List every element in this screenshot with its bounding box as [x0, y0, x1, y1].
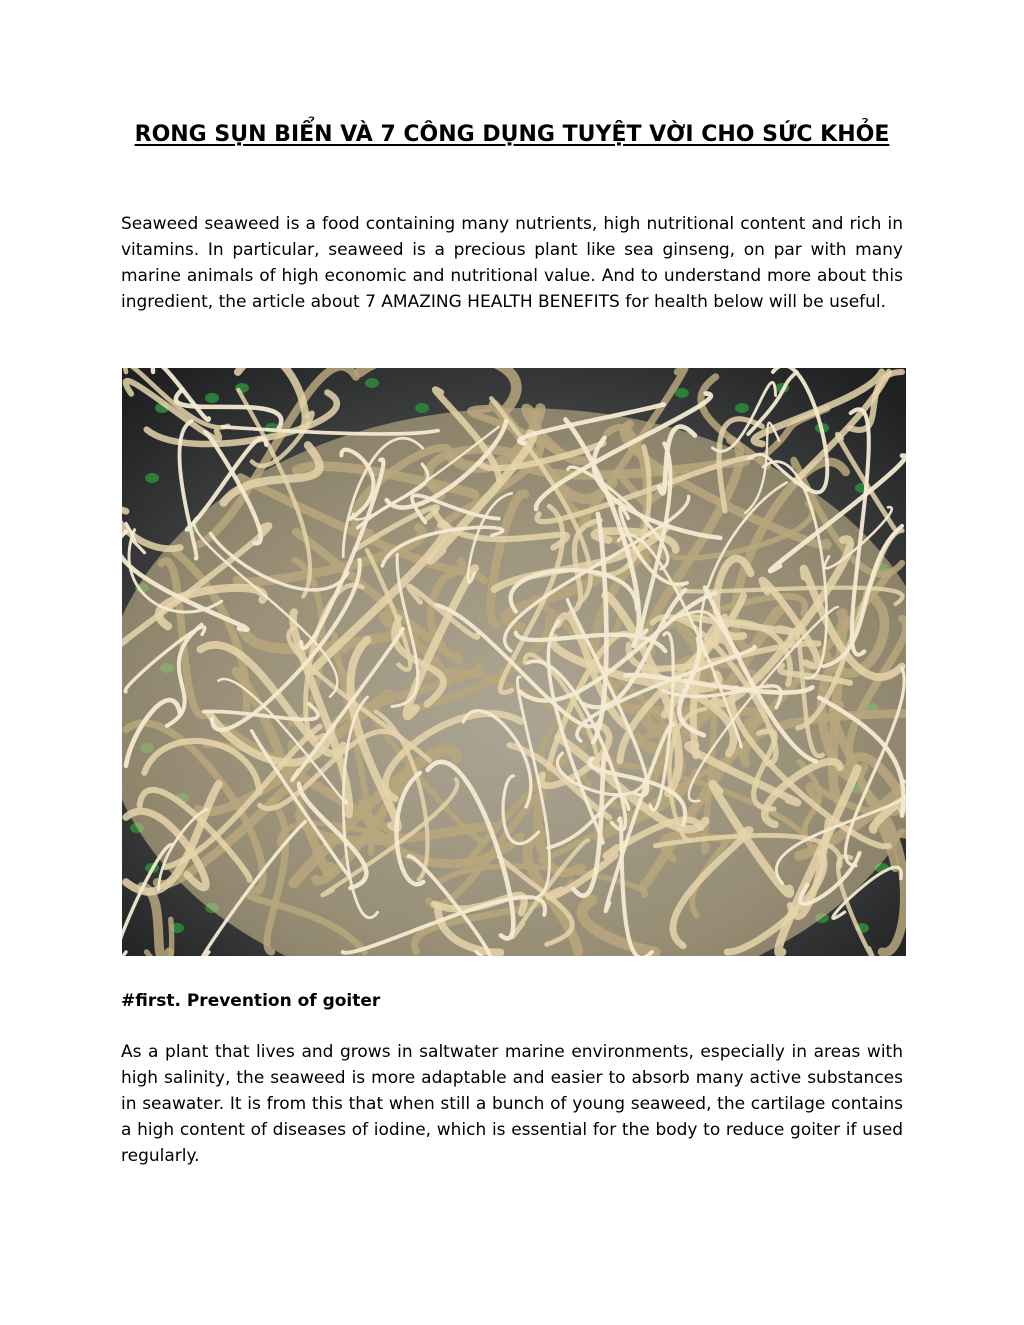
intro-paragraph: Seaweed seaweed is a food containing many nutrients, high nutritional content and rich in vitamins. In particular, seaweed is a precious plant like sea ginseng, on par with many marine animals of high economic and nutritional value. And to understand more about this ingredient, the article about 7 AMAZING HEALTH BENEFITS for health below will be useful.: [121, 214, 903, 312]
colander-hole: [205, 393, 219, 403]
colander-hole: [145, 473, 159, 483]
seaweed-illustration: [122, 368, 906, 956]
colander-hole: [415, 403, 429, 413]
seaweed-photo: [122, 368, 906, 956]
colander-hole: [365, 378, 379, 388]
colander-hole: [675, 388, 689, 398]
document-title: RONG SỤN BIỂN VÀ 7 CÔNG DỤNG TUYỆT VỜI CHO SỨC KHỎE: [134, 122, 890, 147]
colander-hole: [735, 403, 749, 413]
section-heading-1: #first. Prevention of goiter: [121, 991, 381, 1011]
section-paragraph-1: As a plant that lives and grows in saltwater marine environments, especially in areas with high salinity, the seaweed is more adaptable and easier to absorb many active substances in seawater. It is from this that when still a bunch of young seaweed, the cartilage contains a high content of diseases of iodine, which is essential for the body to reduce goiter if used regularly.: [121, 1042, 903, 1166]
